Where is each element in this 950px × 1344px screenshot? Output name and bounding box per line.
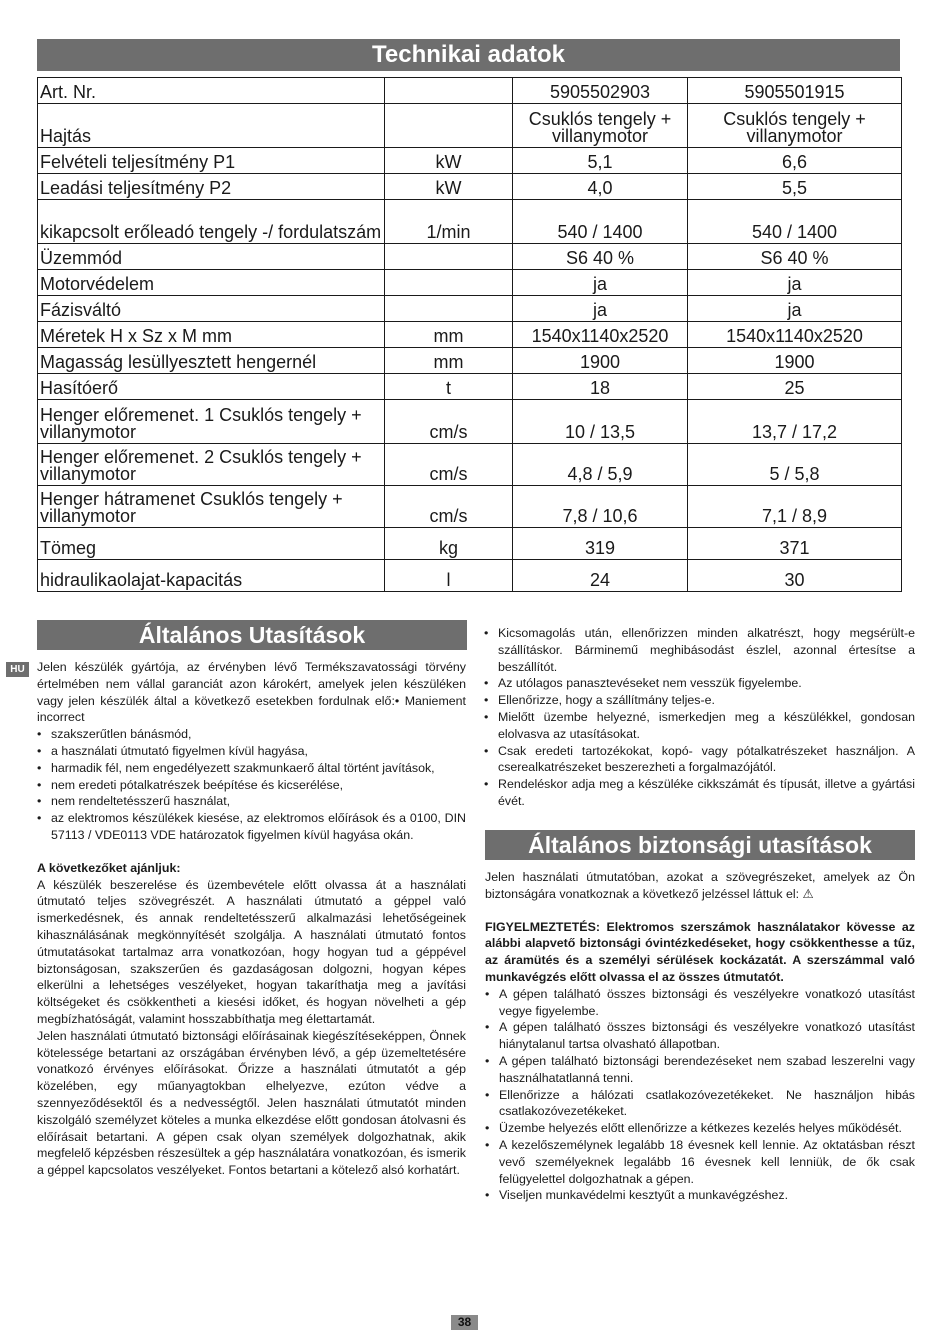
spec-row [38,296,902,322]
spec-value-1: 10 / 13,5 [513,400,688,444]
spec-value-1: 4,8 / 5,9 [513,444,688,486]
safety-bullet: • A gépen található összes biztonsági és veszélyekre vonatkozó utasítást vegye figyelembe. [485,986,915,1020]
spec-value-1: ja [513,296,688,322]
spec-value-2: 7,1 / 8,9 [688,486,902,528]
spec-row [38,174,902,200]
tech-data-title: Technikai adatok [37,39,900,71]
safety-warning: FIGYELMEZTETÉS: Elektromos szerszámok használatakor kövesse az alábbi alapvető biztonsági óvintézkedéseket, hogy csökkenthesse a tűz, az áramütés és a személyi sérülések kockázatát. A szerszámmal való munkavégzés előtt olvassa el az összes útmutatót. [485,919,915,984]
spec-unit: cm/s [385,444,513,486]
spec-row [38,348,902,374]
general-paragraph-1: A készülék beszerelése és üzembevétele előtt olvassa át a használati útmutató teljes szövegrészét. A használati útmutató a géppel való ismerkedésnek, és annak rendeltetésszerű alkalmazási lehetőségeinek kihasználásának megkönnyítését szolgálja. A használati útmutató fontos útmutatásokat tartalmaz arra vonatkozóan, hogy hogyan tud a géppével biztonságosan, szakszerűen és gazdaságosan dolgozni, hogyan képes elkerülni a lehetséges veszélyeket, hogyan takaríthatja meg a javítási költségeket és csökkentheti a kiesési időket, és hogyan növelheti a gép megbízhatóságát, valamint hosszabbíthatja meg élettartamát. [37,877,466,1026]
general-bullet: • szakszerűtlen bánásmód, [37,726,466,743]
spec-value-1: ja [513,270,688,296]
safety-bullet: • A kezelőszemélynek legalább 18 évesnek kell lennie. Az oktatásban részt vevő személyeknek legalább 16 évesnek kell lenniük, de ők csak felügyelettel dolgozhatnak a gépen. [485,1137,915,1187]
spec-value-2: 1900 [688,348,902,374]
spec-unit: mm [385,322,513,348]
spec-value-2: 30 [688,560,902,592]
spec-label: Motorvédelem [38,270,385,296]
spec-value-2: 5 / 5,8 [688,444,902,486]
spec-label: Méretek H x Sz x M mm [38,322,385,348]
general-bullet: • a használati útmutató figyelmen kívül hagyása, [37,743,466,760]
spec-value-2: S6 40 % [688,244,902,270]
spec-row [38,560,902,592]
spec-label: Leadási teljesítmény P2 [38,174,385,200]
spec-row [38,444,902,486]
spec-value-1: 24 [513,560,688,592]
unpacking-bullet-list [484,625,915,810]
spec-row [38,104,902,148]
general-bullet: • nem rendeltetésszerű használat, [37,793,466,810]
spec-label: hidraulikaolajat-kapacitás [38,560,385,592]
unpacking-bullet: • Kicsomagolás után, ellenőrizzen minden alkatrészt, hogy megsérült-e szállításkor. Bárminemű meghibásodást észlel, azonnal értesítse a beszállítót. [484,625,915,675]
spec-value-1: Csuklós tengely + villanymotor [513,104,688,148]
spec-row [38,374,902,400]
spec-value-2: ja [688,270,902,296]
spec-value-2: Csuklós tengely + villanymotor [688,104,902,148]
spec-label: kikapcsolt erőleadó tengely -/ fordulatszám [38,200,385,244]
safety-intro: Jelen használati útmutatóban, azokat a szövegrészeket, amelyek az Ön biztonságára vonatkoznak a következő jelzéssel láttuk el: ⚠ [485,870,915,901]
spec-unit [385,244,513,270]
spec-unit: kW [385,174,513,200]
general-paragraph-2: Jelen használati útmutató biztonsági előírásainak kiegészítéseképpen, Önnek kötelessége betartani az országában érvényben lévő, a gép üzemeltetésére vonatkozó érvényes előírásokat. Őrizze a használati útmutatót a gép közelében, egy műanyagtokban elhelyezve, ezúton védve a szennyeződésektől és a nedvességtől. Jelen használati útmutatót minden kiszolgáló személyzet köteles a munka elkezdése előtt gondosan átolvasni és előírásait betartani. A gépen csak olyan személyek dolgozhatnak, akik megfelelő képzésben részesültek a gép használatára vonatkozóan, és ismerik a géppel kapcsolatos veszélyeket. Fontos betartani a kötelező alsó korhatárt. [37,1028,466,1178]
safety-bullet: • Viseljen munkavédelmi kesztyűt a munkavégzéshez. [485,1187,915,1204]
spec-value-1: 1900 [513,348,688,374]
spec-unit: t [385,374,513,400]
spec-value-2: ja [688,296,902,322]
spec-value-1: 5905502903 [513,78,688,104]
page-number: 38 [451,1315,478,1330]
unpacking-bullet: • Az utólagos panasztevéseket nem vesszük figyelembe. [484,675,915,692]
spec-value-1: S6 40 % [513,244,688,270]
spec-unit: l [385,560,513,592]
spec-row [38,528,902,560]
spec-label: Henger előremenet. 2 Csuklós tengely + villanymotor [38,444,385,486]
general-intro: Jelen készülék gyártója, az érvényben lévő Termékszavatossági törvény értelmében nem vállal garanciát azon károkért, amelyek jelen készüléken vagy jelen készülék által a következő esetekben fordulnak elő:• Maniement incorrect [37,660,466,725]
safety-instructions-title: Általános biztonsági utasítások [485,830,915,860]
language-badge: HU [6,662,29,677]
spec-value-1: 1540x1140x2520 [513,322,688,348]
spec-unit [385,296,513,322]
spec-row [38,78,902,104]
spec-value-2: 371 [688,528,902,560]
spec-label: Art. Nr. [38,78,385,104]
spec-unit: cm/s [385,486,513,528]
spec-label: Magasság lesüllyesztett hengernél [38,348,385,374]
unpacking-bullet: • Rendeléskor adja meg a készüléke cikkszámát és típusát, illetve a gyártási évét. [484,776,915,810]
general-instructions-title: Általános Utasítások [37,620,467,650]
spec-unit [385,78,513,104]
safety-bullet: • Ellenőrizze a hálózati csatlakozóvezetékeket. Ne használjon hibás csatlakozóvezetékeket. [485,1087,915,1121]
spec-value-2: 540 / 1400 [688,200,902,244]
spec-value-2: 13,7 / 17,2 [688,400,902,444]
spec-value-2: 6,6 [688,148,902,174]
spec-label: Tömeg [38,528,385,560]
spec-value-2: 5905501915 [688,78,902,104]
spec-unit: kW [385,148,513,174]
left-column [37,659,466,1179]
spec-label: Üzemmód [38,244,385,270]
spec-row [38,400,902,444]
safety-bullet: • Üzembe helyezés előtt ellenőrizze a kétkezes kezelés helyes működését. [485,1120,915,1137]
spec-unit: 1/min [385,200,513,244]
spec-value-1: 319 [513,528,688,560]
safety-bullet: • A gépen található összes biztonsági és veszélyekre vonatkozó utasítást hiánytalanul tartsa olvasható állapotban. [485,1019,915,1053]
spec-value-1: 4,0 [513,174,688,200]
unpacking-bullet: • Ellenőrizze, hogy a szállítmány teljes-e. [484,692,915,709]
spec-label: Felvételi teljesítmény P1 [38,148,385,174]
right-column-bottom [485,869,915,1204]
spec-value-1: 18 [513,374,688,400]
spec-value-1: 7,8 / 10,6 [513,486,688,528]
general-bullet: • nem eredeti pótalkatrészek beépítése és kicserélése, [37,777,466,794]
spec-unit: mm [385,348,513,374]
spec-value-2: 25 [688,374,902,400]
recommend-heading: A következőket ajánljuk: [37,860,181,875]
unpacking-bullet: • Csak eredeti tartozékokat, kopó- vagy pótalkatrészeket használjon. A cserealkatrészeket beszerezheti a forgalmazójától. [484,743,915,777]
spec-unit: kg [385,528,513,560]
spec-label: Henger hátramenet Csuklós tengely + villanymotor [38,486,385,528]
general-bullet-list [37,726,466,844]
safety-bullet: • A gépen található biztonsági berendezéseket nem szabad leszerelni vagy használhatatlanná tenni. [485,1053,915,1087]
spec-value-1: 540 / 1400 [513,200,688,244]
spec-label: Hajtás [38,104,385,148]
general-bullet: • harmadik fél, nem engedélyezett szakmunkaerő által történt javítások, [37,760,466,777]
spec-value-2: 1540x1140x2520 [688,322,902,348]
spec-unit [385,270,513,296]
tech-data-table [37,77,902,592]
spec-value-1: 5,1 [513,148,688,174]
spec-value-2: 5,5 [688,174,902,200]
spec-label: Henger előremenet. 1 Csuklós tengely + villanymotor [38,400,385,444]
unpacking-bullet: • Mielőtt üzembe helyezné, ismerkedjen meg a készülékkel, gondosan elolvasva az utasításokat. [484,709,915,743]
spec-row [38,200,902,244]
right-column-top [484,625,915,810]
spec-row [38,148,902,174]
spec-label: Fázisváltó [38,296,385,322]
general-bullet: • az elektromos készülékek kiesése, az elektromos előírások és a 0100, DIN 57113 / VDE0113 VDE határozatok figyelmen kívül hagyása okán. [37,810,466,844]
spec-row [38,270,902,296]
spec-row [38,322,902,348]
spec-unit [385,104,513,148]
spec-row [38,244,902,270]
safety-bullet-list [485,986,915,1204]
spec-row [38,486,902,528]
spec-unit: cm/s [385,400,513,444]
spec-label: Hasítóerő [38,374,385,400]
